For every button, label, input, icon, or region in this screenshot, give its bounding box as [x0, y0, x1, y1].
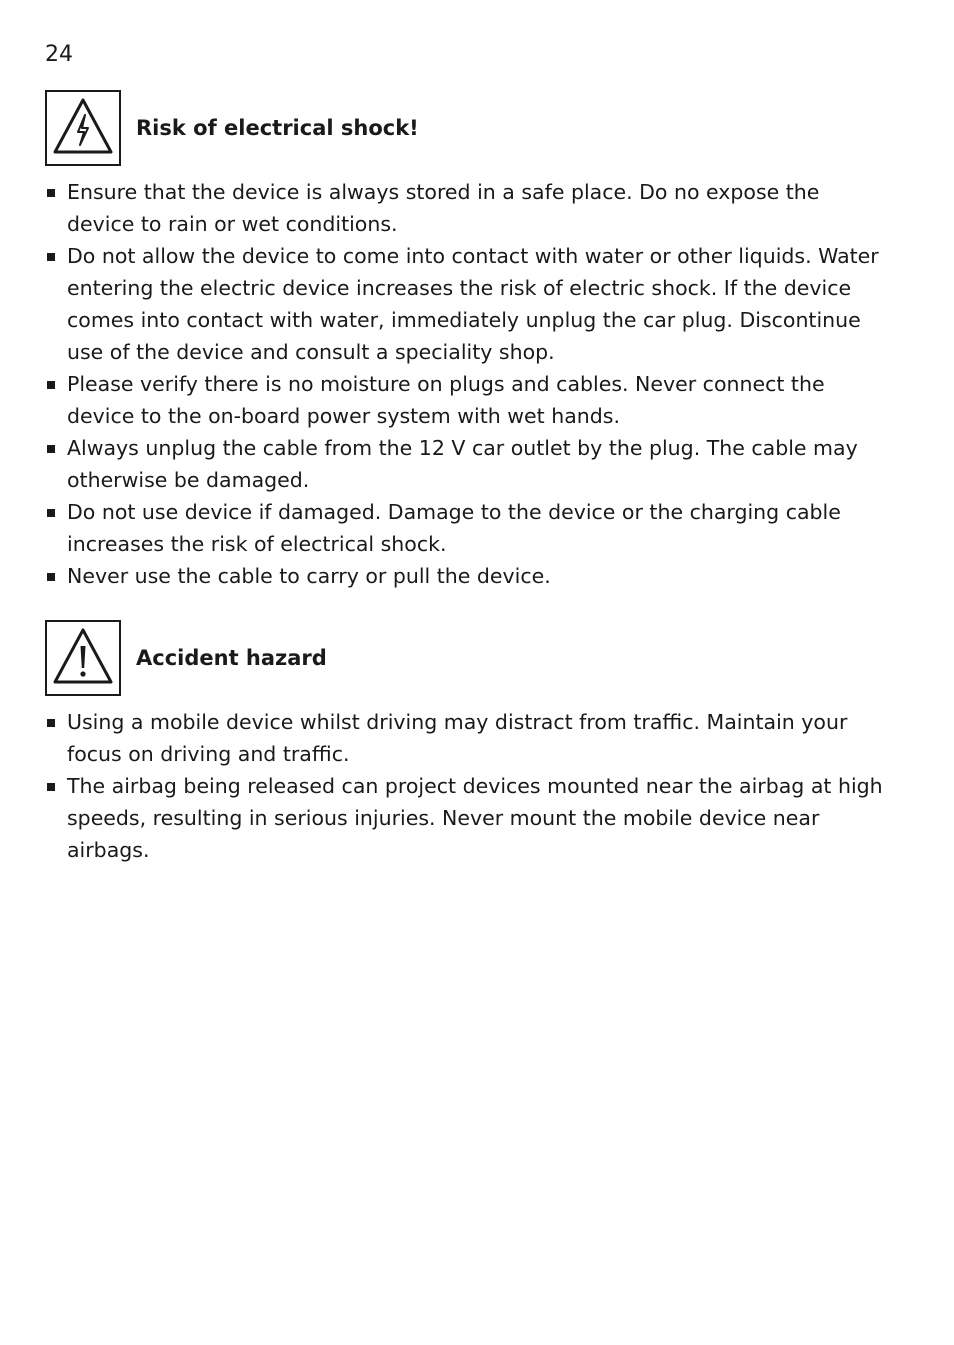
- bullet-icon: [47, 719, 55, 727]
- section-title: Accident hazard: [136, 646, 327, 670]
- list-item: [45, 368, 885, 432]
- list-item-text: Please verify there is no moisture on plugs and cables. Never connect the device to the on-board power system with wet hands.: [67, 372, 825, 428]
- list-item-text: Do not allow the device to come into contact with water or other liquids. Water entering the electric device increases the risk of electric shock. If the device comes into contact with water, immediately unplug the car plug. Discontinue use of the device and consult a speciality shop.: [67, 244, 879, 364]
- list-item-text: Using a mobile device whilst driving may distract from traffic. Maintain your focus on driving and traffic.: [67, 710, 848, 766]
- bullet-list: [45, 706, 885, 866]
- bullet-icon: [47, 189, 55, 197]
- section-header: [45, 90, 885, 166]
- list-item-text: Never use the cable to carry or pull the device.: [67, 564, 551, 588]
- electrical-hazard-icon: [45, 90, 121, 166]
- list-item-text: Do not use device if damaged. Damage to the device or the charging cable increases the risk of electrical shock.: [67, 500, 841, 556]
- list-item: [45, 176, 885, 240]
- list-item: [45, 706, 885, 770]
- bullet-icon: [47, 445, 55, 453]
- list-item: [45, 432, 885, 496]
- section-title: Risk of electrical shock!: [136, 116, 419, 140]
- section-header: [45, 620, 885, 696]
- list-item: [45, 560, 885, 592]
- bullet-icon: [47, 381, 55, 389]
- list-item-text: Ensure that the device is always stored in a safe place. Do no expose the device to rain or wet conditions.: [67, 180, 820, 236]
- list-item: [45, 770, 885, 866]
- list-item-text: Always unplug the cable from the 12 V car outlet by the plug. The cable may otherwise be damaged.: [67, 436, 858, 492]
- bullet-list: [45, 176, 885, 592]
- bullet-icon: [47, 573, 55, 581]
- electrical-shock-section: [45, 90, 885, 592]
- page-number: 24: [45, 42, 73, 67]
- list-item-text: The airbag being released can project devices mounted near the airbag at high speeds, resulting in serious injuries. Never mount the mobile device near airbags.: [67, 774, 883, 862]
- list-item: [45, 240, 885, 368]
- bullet-icon: [47, 253, 55, 261]
- bullet-icon: [47, 783, 55, 791]
- list-item: [45, 496, 885, 560]
- general-warning-icon: [45, 620, 121, 696]
- accident-hazard-section: [45, 620, 885, 866]
- bullet-icon: [47, 509, 55, 517]
